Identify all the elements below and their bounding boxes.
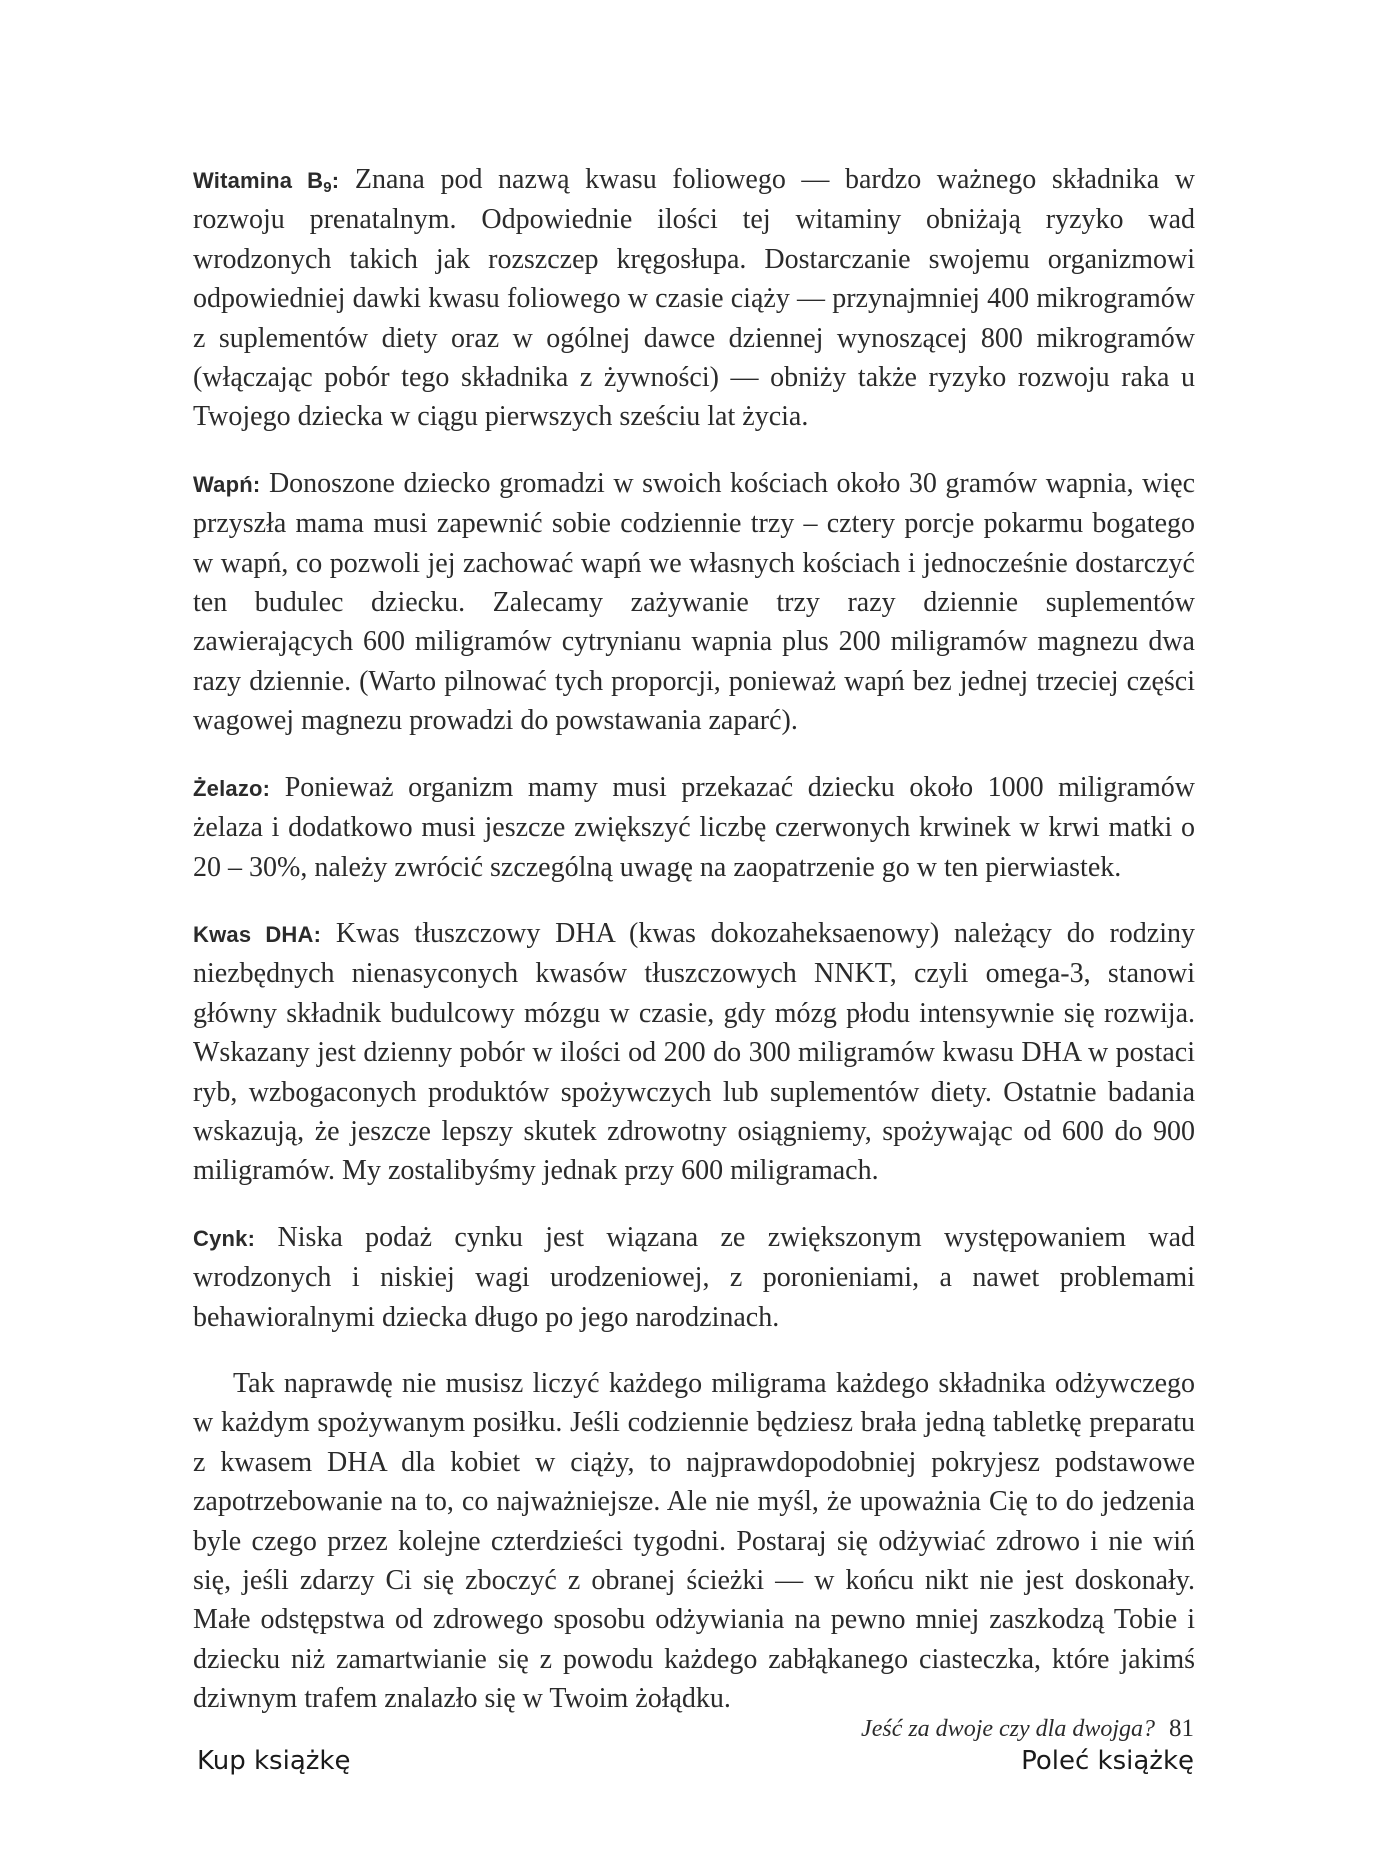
paragraph-zinc [193, 1218, 1195, 1337]
term-suffix: : [331, 168, 340, 193]
paragraph-text: Kwas tłuszczowy DHA (kwas dokozaheksaenowy) należący do rodziny niezbędnych nienasyconych kwasów tłuszczowych NNKT, czyli omega-3, stanowi główny składnik budulcowy mózgu w czasie, gdy mózg płodu intensywnie się rozwija. Wskazany jest dzienny pobór w ilości od 200 do 300 miligramów kwasu DHA w postaci ryb, wzbogaconych produktów spożywczych lub suplementów diety. Ostatnie badania wskazują, że jeszcze lepszy skutek zdrowotny osiągniemy, spożywając od 600 do 900 miligramów. My zostalibyśmy jednak przy 600 miligramach. [193, 917, 1195, 1187]
recommend-book-link[interactable]: Poleć książkę [1021, 1746, 1194, 1776]
term-calcium: Wapń: [193, 471, 261, 497]
footer-book-title: Jeść za dwoje czy dla dwojga? [861, 1716, 1155, 1742]
paragraph-calcium [193, 464, 1195, 741]
paragraph-text: Donoszone dziecko gromadzi w swoich kościach około 30 gramów wapnia, więc przyszła mama musi zapewnić sobie codziennie trzy – cztery porcje pokarmu bogatego w wapń, co pozwoli jej zachować wapń we własnych kościach i jednocześnie dostarczyć ten budulec dziecku. Zalecamy zażywanie trzy razy dziennie suplementów zawierających 600 miligramów cytrynianu wapnia plus 200 miligramów magnezu dwa razy dziennie. (Warto pilnować tych proporcji, ponieważ wapń bez jednej trzeciej części wagowej magnezu prowadzi do powstawania zaparć). [193, 467, 1195, 737]
running-footer [861, 1715, 1194, 1743]
paragraph-text: Znana pod nazwą kwasu foliowego — bardzo ważnego składnika w rozwoju prenatalnym. Odpowiednie ilości tej witaminy obniżają ryzyko wad wrodzonych takich jak rozszczep kręgosłupa. Dostarczanie swojemu organizmowi odpowiedniej dawki kwasu foliowego w czasie ciąży — przynajmniej 400 mikrogramów z suplementów diety oraz w ogólnej dawce dziennej wynoszącej 800 mikrogramów (włączając pobór tego składnika z żywności) — obniży także ryzyko rozwoju raka u Twojego dziecka w ciągu pierwszych sześciu lat życia. [193, 164, 1196, 433]
term-label: Witamina B [193, 168, 324, 193]
paragraph-text: Ponieważ organizm mamy musi przekazać dziecku około 1000 miligramów żelaza i dodatkowo musi jeszcze zwiększyć liczbę czerwonych krwinek w krwi matki o 20 – 30%, należy zwrócić szczególną uwagę na zaopatrzenie go w ten pierwiastek. [193, 771, 1196, 883]
term-vitamin-b9 [193, 168, 340, 196]
paragraph-text: Niska podaż cynku jest wiązana ze zwiększonym występowaniem wad wrodzonych i niskiej wagi urodzeniowej, z poronieniami, a nawet problemami behawioralnymi dziecka długo po jego narodzinach. [193, 1221, 1196, 1333]
page-number: 81 [1169, 1715, 1194, 1742]
term-dha: Kwas DHA: [193, 921, 322, 947]
closing-paragraph: Tak naprawdę nie musisz liczyć każdego miligrama każdego składnika odżywczego w każdym spożywanym posiłku. Jeśli codziennie będziesz brała jedną tabletkę preparatu z kwasem DHA dla kobiet w ciąży, to najprawdopodobniej pokryjesz podstawowe zapotrzebowanie na to, co najważniejsze. Ale nie myśl, że upoważnia Cię to do jedzenia byle czego przez kolejne czterdzieści tygodni. Postaraj się odżywiać zdrowo i nie wiń się, jeśli zdarzy Ci się zboczyć z obranej ścieżki — w końcu nikt nie jest doskonały. Małe odstępstwa od zdrowego sposobu odżywiania na pewno mniej zaszkodzą Tobie i dziecku niż zamartwianie się z powodu każdego zabłąkanego ciasteczka, które jakimś dziwnym trafem znalazło się w Twoim żołądku. [193, 1367, 1195, 1715]
buy-book-link[interactable]: Kup książkę [197, 1746, 351, 1776]
term-subscript: 9 [323, 179, 332, 196]
term-iron: Żelazo: [193, 775, 271, 801]
term-zinc: Cynk: [193, 1225, 256, 1251]
paragraph-dha [193, 914, 1195, 1191]
paragraph-iron [193, 768, 1195, 887]
paragraph-vitamin-b9 [193, 160, 1195, 437]
page-body [193, 160, 1195, 1746]
